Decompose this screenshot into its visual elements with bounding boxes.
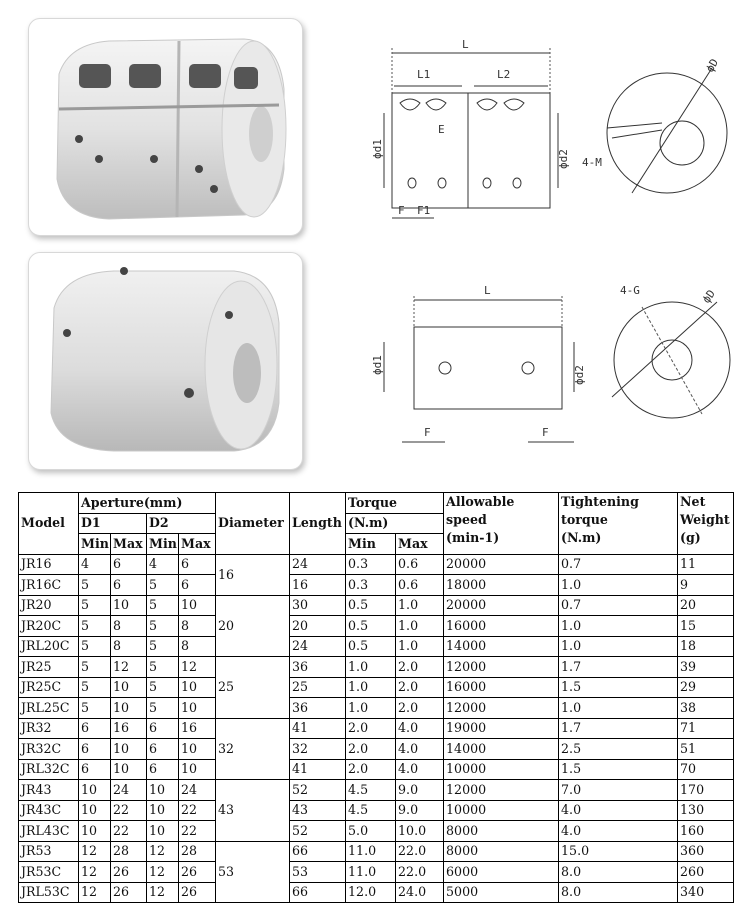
cell-d1-max: 22: [111, 800, 147, 821]
cell-tightening: 7.0: [559, 780, 678, 801]
cell-tightening: 1.7: [559, 718, 678, 739]
cell-torque-min: 0.5: [346, 595, 396, 616]
table-row: [19, 636, 734, 657]
col-d2: D2: [147, 513, 216, 534]
cell-d2-min: 5: [147, 657, 179, 678]
cell-model: JR20: [19, 595, 79, 616]
cell-model: JR43: [19, 780, 79, 801]
cell-torque-min: 12.0: [346, 882, 396, 903]
cell-speed: 8000: [444, 841, 559, 862]
dim-E: E: [438, 123, 445, 136]
col-torque-min: Min: [346, 534, 396, 555]
cell-weight: 18: [678, 636, 734, 657]
cell-length: 43: [290, 800, 346, 821]
cell-d2-max: 8: [179, 636, 216, 657]
cell-torque-max: 4.0: [396, 759, 444, 780]
cell-length: 66: [290, 882, 346, 903]
cell-length: 41: [290, 759, 346, 780]
dim-solid-F-left: F: [424, 426, 431, 439]
cell-speed: 20000: [444, 554, 559, 575]
spec-table-body: [19, 554, 734, 903]
cell-speed: 8000: [444, 821, 559, 842]
cell-d2-min: 5: [147, 595, 179, 616]
cell-torque-min: 1.0: [346, 677, 396, 698]
cell-model: JRL53C: [19, 882, 79, 903]
cell-model: JR32: [19, 718, 79, 739]
cell-d2-max: 10: [179, 677, 216, 698]
cell-model: JRL25C: [19, 698, 79, 719]
cell-d1-min: 10: [79, 821, 111, 842]
table-row: [19, 718, 734, 739]
cell-torque-max: 4.0: [396, 718, 444, 739]
cell-weight: 71: [678, 718, 734, 739]
table-row: [19, 616, 734, 637]
cell-d1-max: 10: [111, 595, 147, 616]
cell-length: 30: [290, 595, 346, 616]
cell-length: 41: [290, 718, 346, 739]
cell-weight: 11: [678, 554, 734, 575]
dim-solid-d1: ϕd1: [371, 355, 384, 375]
cell-torque-max: 0.6: [396, 554, 444, 575]
col-torque-unit: (N.m): [346, 513, 444, 534]
cell-d1-max: 6: [111, 554, 147, 575]
cell-d2-min: 5: [147, 616, 179, 637]
cell-speed: 14000: [444, 636, 559, 657]
cell-model: JR32C: [19, 739, 79, 760]
cell-tightening: 1.0: [559, 698, 678, 719]
col-diameter: Diameter: [216, 493, 290, 555]
table-row: [19, 882, 734, 903]
cell-weight: 170: [678, 780, 734, 801]
cell-speed: 12000: [444, 780, 559, 801]
cell-torque-max: 4.0: [396, 739, 444, 760]
cell-d2-max: 26: [179, 882, 216, 903]
cell-model: JRL43C: [19, 821, 79, 842]
cell-length: 36: [290, 698, 346, 719]
cell-torque-max: 1.0: [396, 616, 444, 637]
cell-torque-min: 0.5: [346, 636, 396, 657]
solid-coupling-photo: [28, 252, 303, 470]
cell-diameter: 20: [216, 595, 290, 657]
cell-d1-min: 5: [79, 636, 111, 657]
cell-diameter: 53: [216, 841, 290, 903]
spec-table: [18, 492, 734, 903]
cell-tightening: 8.0: [559, 862, 678, 883]
cell-speed: 5000: [444, 882, 559, 903]
cell-length: 36: [290, 657, 346, 678]
cell-d1-min: 5: [79, 616, 111, 637]
cell-length: 52: [290, 821, 346, 842]
cell-d2-max: 12: [179, 657, 216, 678]
cell-d1-max: 24: [111, 780, 147, 801]
table-row: [19, 821, 734, 842]
cell-torque-min: 0.3: [346, 554, 396, 575]
cell-d1-min: 6: [79, 739, 111, 760]
cell-torque-max: 2.0: [396, 657, 444, 678]
cell-tightening: 0.7: [559, 595, 678, 616]
cell-length: 24: [290, 636, 346, 657]
cell-torque-min: 1.0: [346, 657, 396, 678]
table-row: [19, 759, 734, 780]
cell-d1-min: 12: [79, 862, 111, 883]
cell-d1-max: 22: [111, 821, 147, 842]
cell-d1-min: 4: [79, 554, 111, 575]
cell-tightening: 8.0: [559, 882, 678, 903]
col-d1-min: Min: [79, 534, 111, 555]
dim-D: ϕD: [703, 56, 722, 75]
dim-solid-d2: ϕd2: [573, 365, 586, 385]
cell-speed: 19000: [444, 718, 559, 739]
cell-d1-max: 10: [111, 739, 147, 760]
cell-torque-max: 9.0: [396, 780, 444, 801]
cell-d2-min: 5: [147, 677, 179, 698]
cell-d1-max: 28: [111, 841, 147, 862]
dim-L1: L1: [417, 68, 431, 81]
split-coupling-drawing: [362, 28, 742, 228]
cell-torque-max: 9.0: [396, 800, 444, 821]
cell-torque-max: 1.0: [396, 595, 444, 616]
cell-torque-max: 10.0: [396, 821, 444, 842]
cell-d2-min: 10: [147, 821, 179, 842]
cell-weight: 39: [678, 657, 734, 678]
cell-weight: 51: [678, 739, 734, 760]
cell-speed: 20000: [444, 595, 559, 616]
cell-length: 20: [290, 616, 346, 637]
cell-torque-min: 2.0: [346, 739, 396, 760]
cell-d2-max: 10: [179, 595, 216, 616]
cell-length: 52: [290, 780, 346, 801]
cell-tightening: 15.0: [559, 841, 678, 862]
cell-weight: 29: [678, 677, 734, 698]
cell-model: JRL32C: [19, 759, 79, 780]
cell-d2-max: 10: [179, 698, 216, 719]
cell-length: 25: [290, 677, 346, 698]
cell-torque-min: 2.0: [346, 759, 396, 780]
col-torque-max: Max: [396, 534, 444, 555]
solid-coupling-drawing: [362, 272, 742, 457]
cell-d2-max: 6: [179, 554, 216, 575]
cell-d1-min: 5: [79, 595, 111, 616]
col-d1: D1: [79, 513, 147, 534]
cell-length: 66: [290, 841, 346, 862]
cell-torque-min: 11.0: [346, 862, 396, 883]
cell-d1-min: 12: [79, 841, 111, 862]
cell-torque-min: 0.5: [346, 616, 396, 637]
cell-length: 16: [290, 575, 346, 596]
cell-d2-min: 6: [147, 718, 179, 739]
cell-d1-min: 5: [79, 698, 111, 719]
table-row: [19, 677, 734, 698]
cell-length: 53: [290, 862, 346, 883]
cell-d1-max: 26: [111, 882, 147, 903]
dim-solid-L: L: [484, 284, 491, 297]
cell-d1-max: 12: [111, 657, 147, 678]
dim-solid-F-right: F: [542, 426, 549, 439]
cell-weight: 360: [678, 841, 734, 862]
cell-d2-min: 4: [147, 554, 179, 575]
table-row: [19, 657, 734, 678]
cell-d2-max: 10: [179, 759, 216, 780]
cell-model: JR16C: [19, 575, 79, 596]
cell-diameter: 43: [216, 780, 290, 842]
dim-F: F: [398, 204, 405, 217]
cell-weight: 70: [678, 759, 734, 780]
cell-torque-min: 0.3: [346, 575, 396, 596]
cell-torque-min: 4.5: [346, 800, 396, 821]
cell-torque-min: 5.0: [346, 821, 396, 842]
cell-model: JR16: [19, 554, 79, 575]
cell-d2-max: 22: [179, 800, 216, 821]
cell-tightening: 2.5: [559, 739, 678, 760]
cell-d2-min: 5: [147, 698, 179, 719]
cell-weight: 160: [678, 821, 734, 842]
cell-torque-max: 2.0: [396, 677, 444, 698]
cell-tightening: 1.5: [559, 759, 678, 780]
cell-d1-max: 6: [111, 575, 147, 596]
cell-d2-min: 12: [147, 882, 179, 903]
cell-d2-max: 24: [179, 780, 216, 801]
cell-speed: 16000: [444, 616, 559, 637]
cell-weight: 340: [678, 882, 734, 903]
cell-weight: 15: [678, 616, 734, 637]
cell-d2-max: 22: [179, 821, 216, 842]
cell-speed: 10000: [444, 759, 559, 780]
cell-d2-min: 5: [147, 575, 179, 596]
dim-L2: L2: [497, 68, 511, 81]
cell-tightening: 4.0: [559, 800, 678, 821]
dim-solid-G: 4-G: [620, 284, 640, 297]
col-model: Model: [19, 493, 79, 555]
cell-d2-min: 10: [147, 800, 179, 821]
col-d1-max: Max: [111, 534, 147, 555]
cell-d1-min: 5: [79, 657, 111, 678]
cell-weight: 260: [678, 862, 734, 883]
cell-d1-max: 8: [111, 636, 147, 657]
cell-d1-max: 26: [111, 862, 147, 883]
col-aperture: Aperture(mm): [79, 493, 216, 514]
cell-weight: 20: [678, 595, 734, 616]
cell-torque-min: 1.0: [346, 698, 396, 719]
cell-d1-min: 6: [79, 718, 111, 739]
table-row: [19, 575, 734, 596]
cell-model: JR25C: [19, 677, 79, 698]
cell-d2-min: 6: [147, 739, 179, 760]
dim-M: 4-M: [582, 156, 602, 169]
cell-torque-max: 22.0: [396, 841, 444, 862]
col-tightening: Tightening torque (N.m): [559, 493, 678, 555]
cell-length: 32: [290, 739, 346, 760]
cell-d1-min: 10: [79, 800, 111, 821]
cell-speed: 18000: [444, 575, 559, 596]
cell-tightening: 4.0: [559, 821, 678, 842]
col-torque: Torque: [346, 493, 444, 514]
cell-d1-min: 5: [79, 677, 111, 698]
cell-torque-min: 11.0: [346, 841, 396, 862]
cell-speed: 12000: [444, 657, 559, 678]
col-d2-max: Max: [179, 534, 216, 555]
col-speed: Allowable speed (min-1): [444, 493, 559, 555]
cell-d1-max: 16: [111, 718, 147, 739]
cell-length: 24: [290, 554, 346, 575]
col-weight: Net Weight (g): [678, 493, 734, 555]
cell-model: JR25: [19, 657, 79, 678]
cell-d1-min: 5: [79, 575, 111, 596]
cell-model: JR53: [19, 841, 79, 862]
cell-d1-min: 10: [79, 780, 111, 801]
cell-torque-max: 1.0: [396, 636, 444, 657]
cell-d1-max: 8: [111, 616, 147, 637]
cell-d1-max: 10: [111, 677, 147, 698]
cell-diameter: 32: [216, 718, 290, 780]
cell-tightening: 1.0: [559, 616, 678, 637]
cell-torque-min: 4.5: [346, 780, 396, 801]
cell-speed: 6000: [444, 862, 559, 883]
cell-d2-min: 12: [147, 862, 179, 883]
dim-solid-D: ϕD: [699, 287, 719, 306]
dim-d2: ϕd2: [557, 149, 570, 169]
table-row: [19, 554, 734, 575]
cell-torque-max: 24.0: [396, 882, 444, 903]
cell-d2-min: 5: [147, 636, 179, 657]
cell-speed: 14000: [444, 739, 559, 760]
cell-torque-max: 22.0: [396, 862, 444, 883]
cell-model: JR53C: [19, 862, 79, 883]
col-d2-min: Min: [147, 534, 179, 555]
cell-tightening: 1.0: [559, 636, 678, 657]
cell-model: JR43C: [19, 800, 79, 821]
cell-d2-max: 8: [179, 616, 216, 637]
cell-weight: 130: [678, 800, 734, 821]
cell-d2-max: 10: [179, 739, 216, 760]
cell-d2-max: 26: [179, 862, 216, 883]
table-row: [19, 780, 734, 801]
dim-d1: ϕd1: [371, 139, 384, 159]
cell-d1-min: 12: [79, 882, 111, 903]
table-row: [19, 739, 734, 760]
cell-d1-max: 10: [111, 759, 147, 780]
cell-diameter: 25: [216, 657, 290, 719]
cell-tightening: 1.7: [559, 657, 678, 678]
cell-weight: 38: [678, 698, 734, 719]
cell-d2-min: 12: [147, 841, 179, 862]
table-row: [19, 841, 734, 862]
table-row: [19, 595, 734, 616]
cell-torque-min: 2.0: [346, 718, 396, 739]
dim-L: L: [462, 38, 469, 51]
dim-F1: F1: [417, 204, 431, 217]
cell-d2-min: 6: [147, 759, 179, 780]
cell-speed: 12000: [444, 698, 559, 719]
cell-torque-max: 0.6: [396, 575, 444, 596]
cell-d2-max: 28: [179, 841, 216, 862]
col-length: Length: [290, 493, 346, 555]
split-coupling-photo: [28, 18, 303, 236]
cell-speed: 10000: [444, 800, 559, 821]
table-row: [19, 862, 734, 883]
cell-d2-max: 16: [179, 718, 216, 739]
table-row: [19, 800, 734, 821]
cell-d1-min: 6: [79, 759, 111, 780]
cell-tightening: 1.5: [559, 677, 678, 698]
cell-torque-max: 2.0: [396, 698, 444, 719]
cell-d2-min: 10: [147, 780, 179, 801]
cell-tightening: 1.0: [559, 575, 678, 596]
table-row: [19, 698, 734, 719]
cell-d1-max: 10: [111, 698, 147, 719]
cell-weight: 9: [678, 575, 734, 596]
cell-d2-max: 6: [179, 575, 216, 596]
cell-model: JR20C: [19, 616, 79, 637]
cell-diameter: 16: [216, 554, 290, 595]
cell-tightening: 0.7: [559, 554, 678, 575]
cell-model: JRL20C: [19, 636, 79, 657]
cell-speed: 16000: [444, 677, 559, 698]
